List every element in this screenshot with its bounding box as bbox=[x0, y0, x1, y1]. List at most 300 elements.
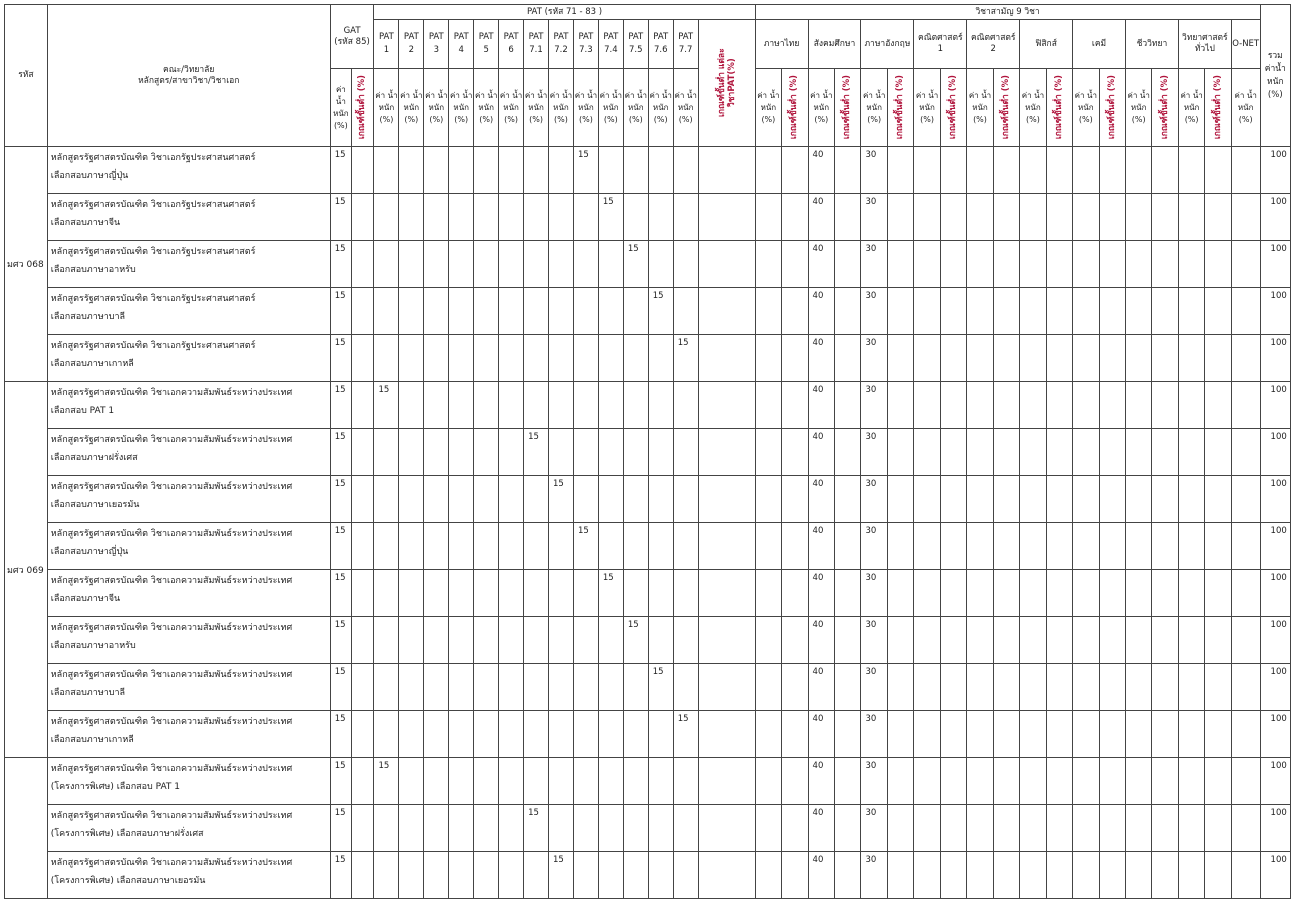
pat-weight bbox=[374, 523, 399, 570]
pat-weight bbox=[573, 429, 598, 476]
core-min bbox=[1152, 335, 1178, 382]
pat-weight bbox=[424, 335, 449, 382]
weight-unit-header: ค่า น้ำ หนัก (%) bbox=[330, 69, 351, 147]
pat-weight bbox=[374, 476, 399, 523]
pat-weight bbox=[623, 429, 648, 476]
pat-column-top: PAT bbox=[628, 32, 644, 42]
core-min bbox=[1152, 758, 1178, 805]
pat-weight bbox=[673, 147, 698, 194]
core-weight bbox=[1020, 523, 1046, 570]
min-unit-header bbox=[1099, 69, 1125, 147]
pat-weight bbox=[598, 711, 623, 758]
core-weight bbox=[1073, 429, 1099, 476]
core-weight bbox=[1125, 664, 1151, 711]
core-weight: 30 bbox=[861, 382, 887, 429]
pat-column-header bbox=[573, 20, 598, 69]
gat-weight: 15 bbox=[330, 147, 351, 194]
table-row bbox=[5, 288, 1291, 335]
pat-column-header bbox=[673, 20, 698, 69]
core-weight bbox=[1020, 147, 1046, 194]
core-min bbox=[887, 805, 913, 852]
pat-weight bbox=[524, 523, 549, 570]
core-weight bbox=[914, 664, 940, 711]
core-min bbox=[887, 664, 913, 711]
criteria-document bbox=[4, 4, 1290, 899]
core-weight bbox=[967, 147, 993, 194]
core-subject-header: ฟิสิกส์ bbox=[1020, 20, 1073, 69]
core-min bbox=[1152, 523, 1178, 570]
onet-weight bbox=[1231, 194, 1260, 241]
core-min bbox=[782, 288, 808, 335]
core-min bbox=[835, 758, 861, 805]
pat-column-bottom: 7.7 bbox=[678, 45, 693, 55]
onet-weight bbox=[1231, 147, 1260, 194]
core-weight bbox=[755, 147, 781, 194]
core-weight bbox=[755, 241, 781, 288]
core-weight bbox=[1125, 429, 1151, 476]
min-unit-text: เกณฑ์ขั้นต่ำ (%) bbox=[1106, 75, 1117, 140]
core-weight bbox=[1073, 852, 1099, 899]
core-min bbox=[782, 664, 808, 711]
pat-weight bbox=[673, 664, 698, 711]
core-min bbox=[1046, 382, 1072, 429]
core-min bbox=[1099, 335, 1125, 382]
core-weight bbox=[1125, 288, 1151, 335]
pat-column-top: PAT bbox=[453, 32, 469, 42]
pat-weight bbox=[598, 617, 623, 664]
total-header-line2: ค่าน้ำ bbox=[1264, 63, 1286, 74]
core-min bbox=[1046, 194, 1072, 241]
pat-weight bbox=[424, 476, 449, 523]
pat-weight bbox=[474, 852, 499, 899]
pat-weight bbox=[449, 758, 474, 805]
core-weight bbox=[1020, 570, 1046, 617]
pat-weight: 15 bbox=[673, 711, 698, 758]
pat-weight bbox=[524, 147, 549, 194]
pat-min bbox=[698, 758, 755, 805]
core-weight bbox=[1178, 852, 1204, 899]
core-min bbox=[940, 335, 966, 382]
pat-weight bbox=[623, 570, 648, 617]
pat-weight bbox=[474, 429, 499, 476]
core-min bbox=[993, 617, 1019, 664]
total-weight: 100 bbox=[1260, 664, 1291, 711]
core-min bbox=[887, 523, 913, 570]
core-min bbox=[1152, 194, 1178, 241]
pat-weight bbox=[374, 570, 399, 617]
core-weight bbox=[1073, 617, 1099, 664]
total-header-line1: รวม bbox=[1267, 50, 1283, 61]
core-weight bbox=[1125, 805, 1151, 852]
pat-min-header-text: เกณฑ์ขั้นต่ำ แต่ละวิชาPAT(%) bbox=[716, 48, 737, 118]
core-min bbox=[940, 852, 966, 899]
total-weight: 100 bbox=[1260, 241, 1291, 288]
core-min bbox=[1046, 335, 1072, 382]
core-weight bbox=[914, 382, 940, 429]
core-weight: 30 bbox=[861, 523, 887, 570]
pat-min bbox=[698, 805, 755, 852]
core-min bbox=[887, 335, 913, 382]
pat-weight bbox=[499, 758, 524, 805]
core-min bbox=[1046, 429, 1072, 476]
table-row bbox=[5, 194, 1291, 241]
pat-weight bbox=[623, 476, 648, 523]
pat-min bbox=[698, 194, 755, 241]
program-name-line1: หลักสูตรรัฐศาสตรบัณฑิต วิชาเอกรัฐประศาสนศาสตร์ bbox=[50, 153, 256, 163]
onet-weight bbox=[1231, 288, 1260, 335]
gat-header-line1: GAT bbox=[343, 25, 361, 36]
core-weight: 40 bbox=[808, 711, 834, 758]
pat-weight: 15 bbox=[598, 570, 623, 617]
table-row bbox=[5, 476, 1291, 523]
pat-weight bbox=[474, 617, 499, 664]
onet-weight bbox=[1231, 382, 1260, 429]
pat-weight bbox=[374, 147, 399, 194]
total-weight: 100 bbox=[1260, 335, 1291, 382]
pat-weight bbox=[648, 476, 673, 523]
core-weight bbox=[1125, 758, 1151, 805]
pat-weight bbox=[424, 241, 449, 288]
core-weight bbox=[914, 194, 940, 241]
pat-weight: 15 bbox=[648, 664, 673, 711]
pat-weight bbox=[499, 382, 524, 429]
core-weight bbox=[1125, 241, 1151, 288]
pat-column-top: PAT bbox=[578, 32, 594, 42]
pat-weight: 15 bbox=[549, 852, 574, 899]
gat-weight: 15 bbox=[330, 241, 351, 288]
program-name bbox=[47, 570, 330, 617]
pat-column-header bbox=[549, 20, 574, 69]
pat-weight bbox=[399, 523, 424, 570]
core-min bbox=[782, 335, 808, 382]
core-min bbox=[1152, 147, 1178, 194]
program-name-line2: เลือกสอบภาษาบาลี bbox=[50, 312, 126, 322]
pat-weight bbox=[623, 335, 648, 382]
pat-weight bbox=[524, 382, 549, 429]
pat-weight bbox=[648, 758, 673, 805]
table-row bbox=[5, 805, 1291, 852]
pat-weight bbox=[598, 335, 623, 382]
pat-weight bbox=[648, 570, 673, 617]
pat-weight: 15 bbox=[598, 194, 623, 241]
core-min bbox=[1046, 617, 1072, 664]
min-unit-text: เกณฑ์ขั้นต่ำ (%) bbox=[789, 75, 800, 140]
core-min bbox=[940, 664, 966, 711]
gat-weight: 15 bbox=[330, 570, 351, 617]
core-weight bbox=[1020, 288, 1046, 335]
program-name-line1: หลักสูตรรัฐศาสตรบัณฑิต วิชาเอกรัฐประศาสนศาสตร์ bbox=[50, 341, 256, 351]
pat-weight bbox=[424, 758, 449, 805]
pat-weight bbox=[399, 805, 424, 852]
core-min bbox=[887, 570, 913, 617]
core-min bbox=[1205, 476, 1231, 523]
core-min bbox=[835, 194, 861, 241]
pat-column-bottom: 7.1 bbox=[529, 45, 543, 55]
pat-group-header: PAT (รหัส 71 - 83 ) bbox=[374, 5, 755, 20]
core-subject-header: ชีววิทยา bbox=[1125, 20, 1178, 69]
table-row bbox=[5, 711, 1291, 758]
core-weight bbox=[1178, 335, 1204, 382]
onet-weight bbox=[1231, 429, 1260, 476]
core-weight bbox=[755, 711, 781, 758]
program-name-line2: (โครงการพิเศษ) เลือกสอบภาษาเยอรมัน bbox=[50, 876, 206, 886]
core-min bbox=[1152, 241, 1178, 288]
weight-unit-header: ค่า น้ำ หนัก (%) bbox=[474, 69, 499, 147]
total-weight: 100 bbox=[1260, 523, 1291, 570]
core-min bbox=[993, 382, 1019, 429]
pat-weight: 15 bbox=[623, 617, 648, 664]
pat-weight bbox=[573, 476, 598, 523]
core-min bbox=[1099, 476, 1125, 523]
pat-weight bbox=[623, 288, 648, 335]
core-min bbox=[887, 476, 913, 523]
pat-weight bbox=[399, 617, 424, 664]
pat-column-bottom: 7.5 bbox=[629, 45, 643, 55]
pat-weight bbox=[573, 288, 598, 335]
core-min bbox=[993, 711, 1019, 758]
gat-weight: 15 bbox=[330, 617, 351, 664]
pat-min bbox=[698, 335, 755, 382]
pat-weight bbox=[524, 241, 549, 288]
program-name-line1: หลักสูตรรัฐศาสตรบัณฑิต วิชาเอกความสัมพันธ์ระหว่างประเทศ bbox=[50, 764, 293, 774]
program-name bbox=[47, 758, 330, 805]
core-weight: 30 bbox=[861, 429, 887, 476]
core-weight bbox=[1073, 288, 1099, 335]
pat-weight bbox=[499, 805, 524, 852]
gat-header bbox=[330, 5, 374, 69]
gat-min bbox=[352, 147, 374, 194]
gat-min bbox=[352, 617, 374, 664]
core-min bbox=[1205, 852, 1231, 899]
gat-weight: 15 bbox=[330, 429, 351, 476]
onet-weight bbox=[1231, 476, 1260, 523]
pat-weight bbox=[449, 664, 474, 711]
total-weight: 100 bbox=[1260, 570, 1291, 617]
core-weight bbox=[1073, 241, 1099, 288]
core-min bbox=[835, 852, 861, 899]
min-unit-header bbox=[1205, 69, 1231, 147]
pat-weight bbox=[449, 382, 474, 429]
program-name-line1: หลักสูตรรัฐศาสตรบัณฑิต วิชาเอกรัฐประศาสนศาสตร์ bbox=[50, 294, 256, 304]
core-min bbox=[835, 335, 861, 382]
gat-weight: 15 bbox=[330, 711, 351, 758]
core-min bbox=[940, 194, 966, 241]
program-name bbox=[47, 617, 330, 664]
gat-weight: 15 bbox=[330, 523, 351, 570]
min-unit-header bbox=[940, 69, 966, 147]
core-min bbox=[1152, 711, 1178, 758]
pat-weight bbox=[424, 570, 449, 617]
core-weight: 30 bbox=[861, 241, 887, 288]
pat-weight bbox=[424, 852, 449, 899]
weight-unit-header: ค่า น้ำ หนัก (%) bbox=[1178, 69, 1204, 147]
total-weight: 100 bbox=[1260, 758, 1291, 805]
gat-header-line2: (รหัส 85) bbox=[334, 36, 370, 47]
core-weight: 40 bbox=[808, 523, 834, 570]
core-min bbox=[940, 711, 966, 758]
weight-unit-header: ค่า น้ำ หนัก (%) bbox=[1073, 69, 1099, 147]
core-min bbox=[1046, 288, 1072, 335]
core-weight bbox=[1125, 194, 1151, 241]
table-row bbox=[5, 147, 1291, 194]
onet-weight bbox=[1231, 523, 1260, 570]
core-weight bbox=[1178, 194, 1204, 241]
core-min bbox=[940, 288, 966, 335]
core-min bbox=[993, 852, 1019, 899]
core-weight bbox=[967, 476, 993, 523]
core-subject-header: ภาษาอังกฤษ bbox=[861, 20, 914, 69]
program-name-line1: หลักสูตรรัฐศาสตรบัณฑิต วิชาเอกความสัมพันธ์ระหว่างประเทศ bbox=[50, 811, 293, 821]
core-min bbox=[887, 147, 913, 194]
pat-column-bottom: 2 bbox=[408, 45, 415, 55]
core-min bbox=[1152, 476, 1178, 523]
pat-column-top: PAT bbox=[603, 32, 619, 42]
core-min bbox=[940, 523, 966, 570]
core-weight bbox=[755, 476, 781, 523]
pat-min-header bbox=[698, 20, 755, 147]
pat-weight bbox=[598, 664, 623, 711]
core-min bbox=[1152, 288, 1178, 335]
total-weight: 100 bbox=[1260, 429, 1291, 476]
core-weight bbox=[755, 335, 781, 382]
pat-column-top: PAT bbox=[378, 32, 394, 42]
pat-weight bbox=[424, 711, 449, 758]
pat-weight bbox=[648, 429, 673, 476]
core-weight: 40 bbox=[808, 617, 834, 664]
core-subject-header: เคมี bbox=[1073, 20, 1126, 69]
pat-column-bottom: 3 bbox=[433, 45, 439, 55]
core-min bbox=[782, 241, 808, 288]
core-weight bbox=[755, 805, 781, 852]
core-min bbox=[1046, 241, 1072, 288]
pat-column-header bbox=[449, 20, 474, 69]
pat-weight bbox=[623, 664, 648, 711]
core-min bbox=[1046, 476, 1072, 523]
core-weight bbox=[967, 711, 993, 758]
core-min bbox=[835, 429, 861, 476]
core-subject-header: วิทยาศาสตร์ทั่วไป bbox=[1178, 20, 1231, 69]
program-name-line2: เลือกสอบภาษาญี่ปุ่น bbox=[50, 547, 129, 557]
core-min bbox=[940, 617, 966, 664]
core-min bbox=[835, 664, 861, 711]
core-min bbox=[887, 382, 913, 429]
pat-weight bbox=[673, 288, 698, 335]
min-unit-text: เกณฑ์ขั้นต่ำ (%) bbox=[1212, 75, 1223, 140]
onet-weight bbox=[1231, 617, 1260, 664]
pat-weight bbox=[598, 852, 623, 899]
core-weight bbox=[1178, 805, 1204, 852]
core-min bbox=[782, 758, 808, 805]
program-name bbox=[47, 711, 330, 758]
pat-weight bbox=[573, 758, 598, 805]
pat-weight bbox=[623, 805, 648, 852]
pat-column-top: PAT bbox=[428, 32, 444, 42]
pat-column-bottom: 5 bbox=[483, 45, 489, 55]
core-weight bbox=[1125, 617, 1151, 664]
pat-weight bbox=[549, 335, 574, 382]
pat-weight bbox=[399, 288, 424, 335]
core-weight bbox=[1020, 664, 1046, 711]
core-min bbox=[993, 758, 1019, 805]
core-weight bbox=[967, 664, 993, 711]
pat-weight bbox=[623, 852, 648, 899]
pat-column-top: PAT bbox=[478, 32, 494, 42]
core-min bbox=[993, 241, 1019, 288]
core-min bbox=[1152, 570, 1178, 617]
pat-weight bbox=[399, 335, 424, 382]
program-name-line1: หลักสูตรรัฐศาสตรบัณฑิต วิชาเอกความสัมพันธ์ระหว่างประเทศ bbox=[50, 529, 293, 539]
pat-column-top: PAT bbox=[678, 32, 694, 42]
pat-min bbox=[698, 617, 755, 664]
core-weight: 30 bbox=[861, 147, 887, 194]
core-weight bbox=[967, 617, 993, 664]
core-subject-header: สังคมศึกษา bbox=[808, 20, 861, 69]
program-name bbox=[47, 664, 330, 711]
pat-weight bbox=[549, 758, 574, 805]
pat-weight bbox=[399, 147, 424, 194]
core-min bbox=[782, 194, 808, 241]
core-weight: 40 bbox=[808, 429, 834, 476]
pat-weight bbox=[598, 241, 623, 288]
core-min bbox=[887, 241, 913, 288]
min-unit-text: เกณฑ์ขั้นต่ำ (%) bbox=[948, 75, 959, 140]
core-weight: 40 bbox=[808, 852, 834, 899]
core-min bbox=[1205, 758, 1231, 805]
core-min bbox=[940, 147, 966, 194]
weight-unit-header: ค่า น้ำ หนัก (%) bbox=[755, 69, 781, 147]
min-unit-header bbox=[352, 69, 374, 147]
pat-column-top: PAT bbox=[528, 32, 544, 42]
gat-min bbox=[352, 241, 374, 288]
weight-unit-header: ค่า น้ำ หนัก (%) bbox=[598, 69, 623, 147]
core-weight: 40 bbox=[808, 758, 834, 805]
pat-weight bbox=[499, 147, 524, 194]
pat-weight bbox=[449, 147, 474, 194]
pat-weight bbox=[449, 711, 474, 758]
gat-weight: 15 bbox=[330, 476, 351, 523]
core-min bbox=[835, 476, 861, 523]
core-weight bbox=[967, 570, 993, 617]
core-weight: 30 bbox=[861, 664, 887, 711]
pat-weight bbox=[399, 758, 424, 805]
pat-weight bbox=[573, 711, 598, 758]
core-min bbox=[940, 758, 966, 805]
core-weight bbox=[1125, 711, 1151, 758]
program-name-line1: หลักสูตรรัฐศาสตรบัณฑิต วิชาเอกรัฐประศาสนศาสตร์ bbox=[50, 200, 256, 210]
pat-weight bbox=[549, 805, 574, 852]
pat-column-header bbox=[374, 20, 399, 69]
program-name-line2: เลือกสอบ PAT 1 bbox=[50, 406, 115, 416]
core-weight bbox=[967, 523, 993, 570]
core-weight bbox=[1178, 664, 1204, 711]
total-weight: 100 bbox=[1260, 288, 1291, 335]
core-min bbox=[782, 429, 808, 476]
core-min bbox=[835, 288, 861, 335]
pat-weight bbox=[474, 476, 499, 523]
pat-weight bbox=[648, 194, 673, 241]
program-name bbox=[47, 147, 330, 194]
core-weight bbox=[1073, 570, 1099, 617]
core-weight: 40 bbox=[808, 335, 834, 382]
core-min bbox=[887, 429, 913, 476]
pat-weight bbox=[673, 382, 698, 429]
core-weight: 30 bbox=[861, 476, 887, 523]
core-min bbox=[1152, 382, 1178, 429]
table-row bbox=[5, 241, 1291, 288]
gat-weight: 15 bbox=[330, 805, 351, 852]
pat-weight bbox=[673, 617, 698, 664]
core-weight bbox=[914, 711, 940, 758]
